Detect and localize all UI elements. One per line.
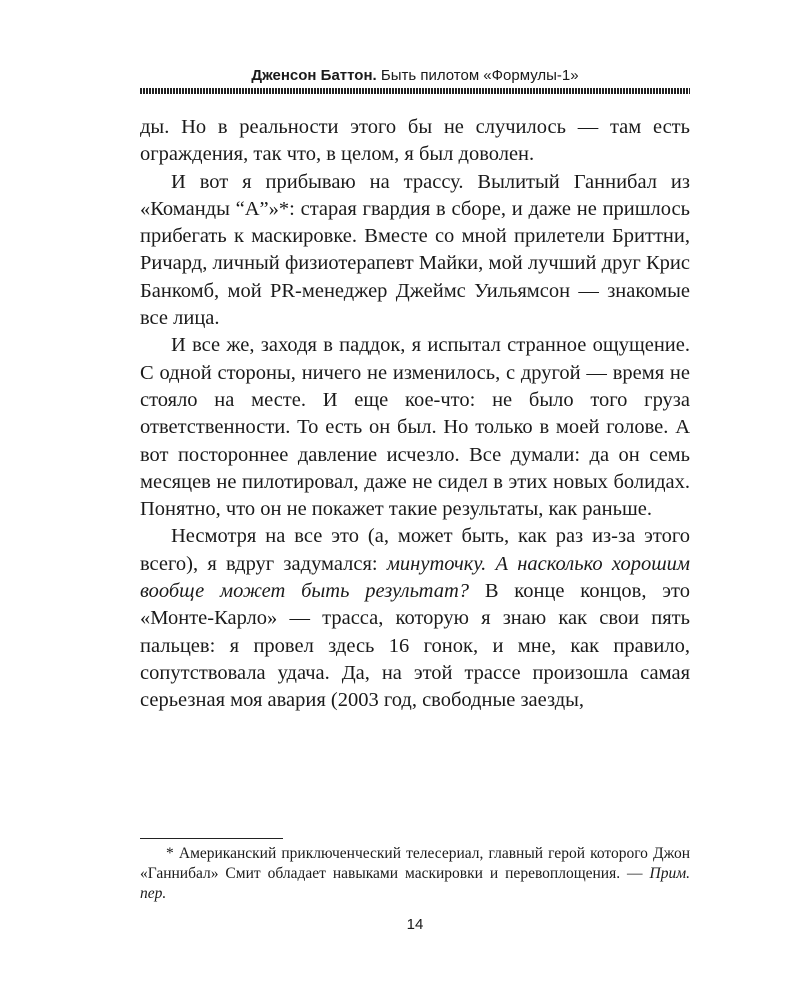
paragraph-4-end: В конце концов, это «Монте-Карло» — трасса, которую я знаю как свои пять пальцев: я провел здесь 16 гонок, и мне, как правило, сопутствовала удача. Да, на этой трассе произошла самая серьезная моя авария (2003 год, свободные заезды, <box>140 580 690 712</box>
paragraph-1: ды. Но в реальности этого бы не случилось — там есть ограждения, так что, в целом, я был доволен. <box>140 116 690 166</box>
running-head-author: Дженсон Баттон. <box>251 67 377 84</box>
paragraph-2: И вот я прибываю на трассу. Вылитый Ганнибал из «Команды “A”»*: старая гвардия в сборе, и даже не пришлось прибегать к маскировке. Вместе со мной прилетели Бриттни, Ричард, личный физиотерапевт Майки, мой лучший друг Крис Банкомб, мой PR-менеджер Джеймс Уильямсон — знакомые все лица. <box>140 170 690 330</box>
running-head-title: Быть пилотом «Формулы-1» <box>380 67 579 84</box>
paragraph-4-start: Несмотря на все это (а, может быть, как раз из-за этого всего), я вдруг задумался: <box>140 525 690 575</box>
footnote-text: * Американский приключенческий телесериал, главный герой которого Джон «Ганнибал» Смит обладает навыками маскировки и перевоплощения. — <box>140 845 690 882</box>
footnote <box>140 844 690 904</box>
paragraph-4 <box>140 523 690 714</box>
footnote-rule <box>140 838 283 839</box>
footnote-source: Прим. пер. <box>140 865 690 902</box>
running-head <box>140 66 690 86</box>
page-number: 14 <box>406 916 424 933</box>
paragraph-4-italic: минуточку. А насколько хорошим вообще может быть результат? <box>140 552 690 603</box>
header-rule <box>140 88 690 94</box>
paragraph-3: И все же, заходя в паддок, я испытал странное ощущение. С одной стороны, ничего не изменилось, с другой — время не стояло на месте. И еще кое-что: не было того груза ответственности. То есть он был. Но только в моей голове. А вот постороннее давление исчезло. Все думали: да он семь месяцев не пилотировал, даже не сидел в этих новых болидах. Понятно, что он не покажет такие результаты, как раньше. <box>140 334 690 521</box>
body-text <box>140 114 690 715</box>
